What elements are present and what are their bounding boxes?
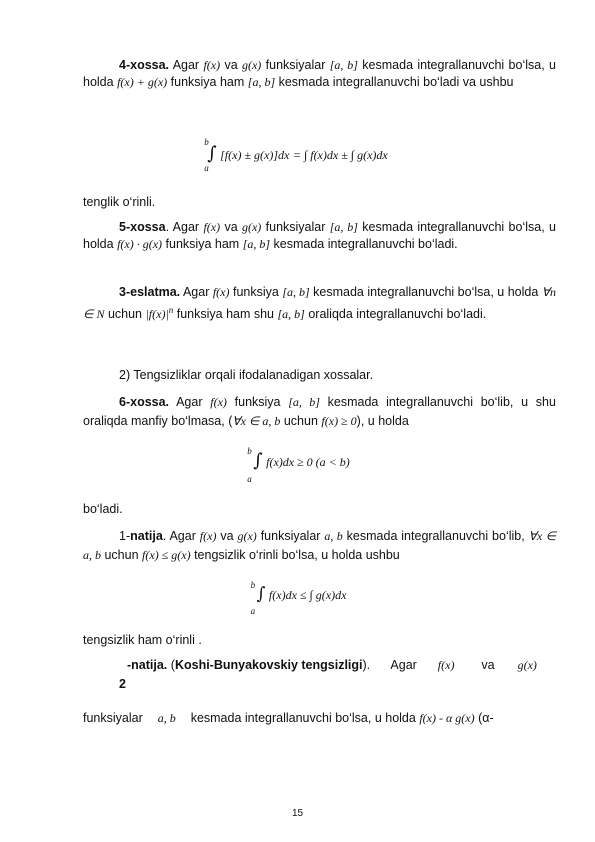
property-4-paragraph: 4-xossa. Agar f(x) va g(x) funksiyalar [a, b] kesmada integrallanuvchi bo‘lsa, u holda f(x) + g(x) funksiya ham [a, b] kesmada integrallanuvchi bo‘ladi va ushbu [83, 58, 556, 89]
corollary-1-heading: natija [130, 529, 163, 543]
formula-integral-sum: b ∫ a [f(x) ± g(x)]dx = ∫ f(x)dx ± ∫ g(x)dx [204, 137, 388, 173]
corollary-2-heading-line: -natija. (Koshi-Bunyakovskiy tengsizligi). Agar f(x) va g(x) [127, 658, 537, 672]
property-6-heading: 6-xossa. [119, 395, 170, 409]
inequality-note: tengsizlik ham o‘rinli . [83, 633, 202, 647]
math-inequality: f(x) ≤ g(x) [142, 548, 191, 562]
formula-lhs: [f(x) ± g(x)]dx [220, 148, 290, 162]
formula-nonnegative-integral: b ∫ a f(x)dx ≥ 0 (a < b) [247, 446, 350, 484]
math-gx: g(x) [241, 58, 262, 72]
page-number: 15 [291, 808, 304, 819]
formula-integral-inequality: b ∫ a f(x)dx ≤ ∫ g(x)dx [250, 580, 347, 616]
corollary-1-paragraph: 1-natija. Agar f(x) va g(x) funksiyalar a, b kesmada integrallanuvchi bo‘lib, ∀x ∈ a, b uchun f(x) ≤ g(x) tengsizlik o‘rinli bo‘lsa, u holda ushbu [83, 529, 557, 562]
section-inequalities-title: 2) Tengsizliklar orqali ifodalanadigan xossalar. [119, 368, 374, 382]
math-nonnegative: f(x) ≥ 0 [321, 414, 357, 428]
remark-3-paragraph: 3-eslatma. Agar f(x) funksiya [a, b] kesmada integrallanuvchi bo‘lsa, u holda ∀n ∈ N uchun $|f(x)|^n$ funksiya ham shu [a, b] oraliqda integrallanuvchi bo‘ladi. [83, 285, 556, 321]
math-interval: [a, b] [247, 75, 276, 89]
result-note: bo‘ladi. [83, 502, 123, 516]
math-difference: f(x) - α g(x) [419, 711, 475, 725]
property-6-paragraph: 6-xossa. Agar f(x) funksiya [a, b] kesmada integrallanuvchi bo‘lib, u shu oraliqda manfiy bo‘lmasa, (∀x ∈ a, b uchun f(x) ≥ 0), u holda [83, 395, 556, 428]
formula-rhs: = ∫ f(x)dx ± ∫ g(x)dx [292, 148, 388, 162]
math-forall-n: ∀n ∈ N [83, 285, 556, 321]
math-product: f(x) · g(x) [117, 237, 163, 251]
property-5-paragraph: 5-xossa. Agar f(x) va g(x) funksiyalar [a, b] kesmada integrallanuvchi bo‘lsa, u holda f(x) · g(x) funksiya ham [a, b] kesmada integrallanuvchi bo‘ladi. [83, 220, 556, 251]
corollary-2-paragraph: funksiyalar a, b kesmada integrallanuvchi bo‘lsa, u holda f(x) - α g(x) (α- [83, 711, 494, 725]
property-5-heading: 5-xossa [119, 220, 166, 234]
remark-3-heading: 3-eslatma. [119, 285, 181, 299]
math-fx: f(x) [203, 58, 221, 72]
equality-note: tenglik o‘rinli. [83, 195, 156, 209]
math-interval: [a, b] [329, 58, 358, 72]
cauchy-bunyakovsky-title: Koshi-Bunyakovskiy tengsizligi [174, 658, 363, 672]
corollary-2-number: 2 [119, 677, 126, 691]
math-sum: f(x) + g(x) [117, 75, 168, 89]
property-4-heading: 4-xossa. [119, 58, 170, 72]
math-abs-power: $|f(x)|^n$ [145, 305, 174, 321]
math-forall-x: ∀x ∈ a, b [232, 414, 281, 428]
